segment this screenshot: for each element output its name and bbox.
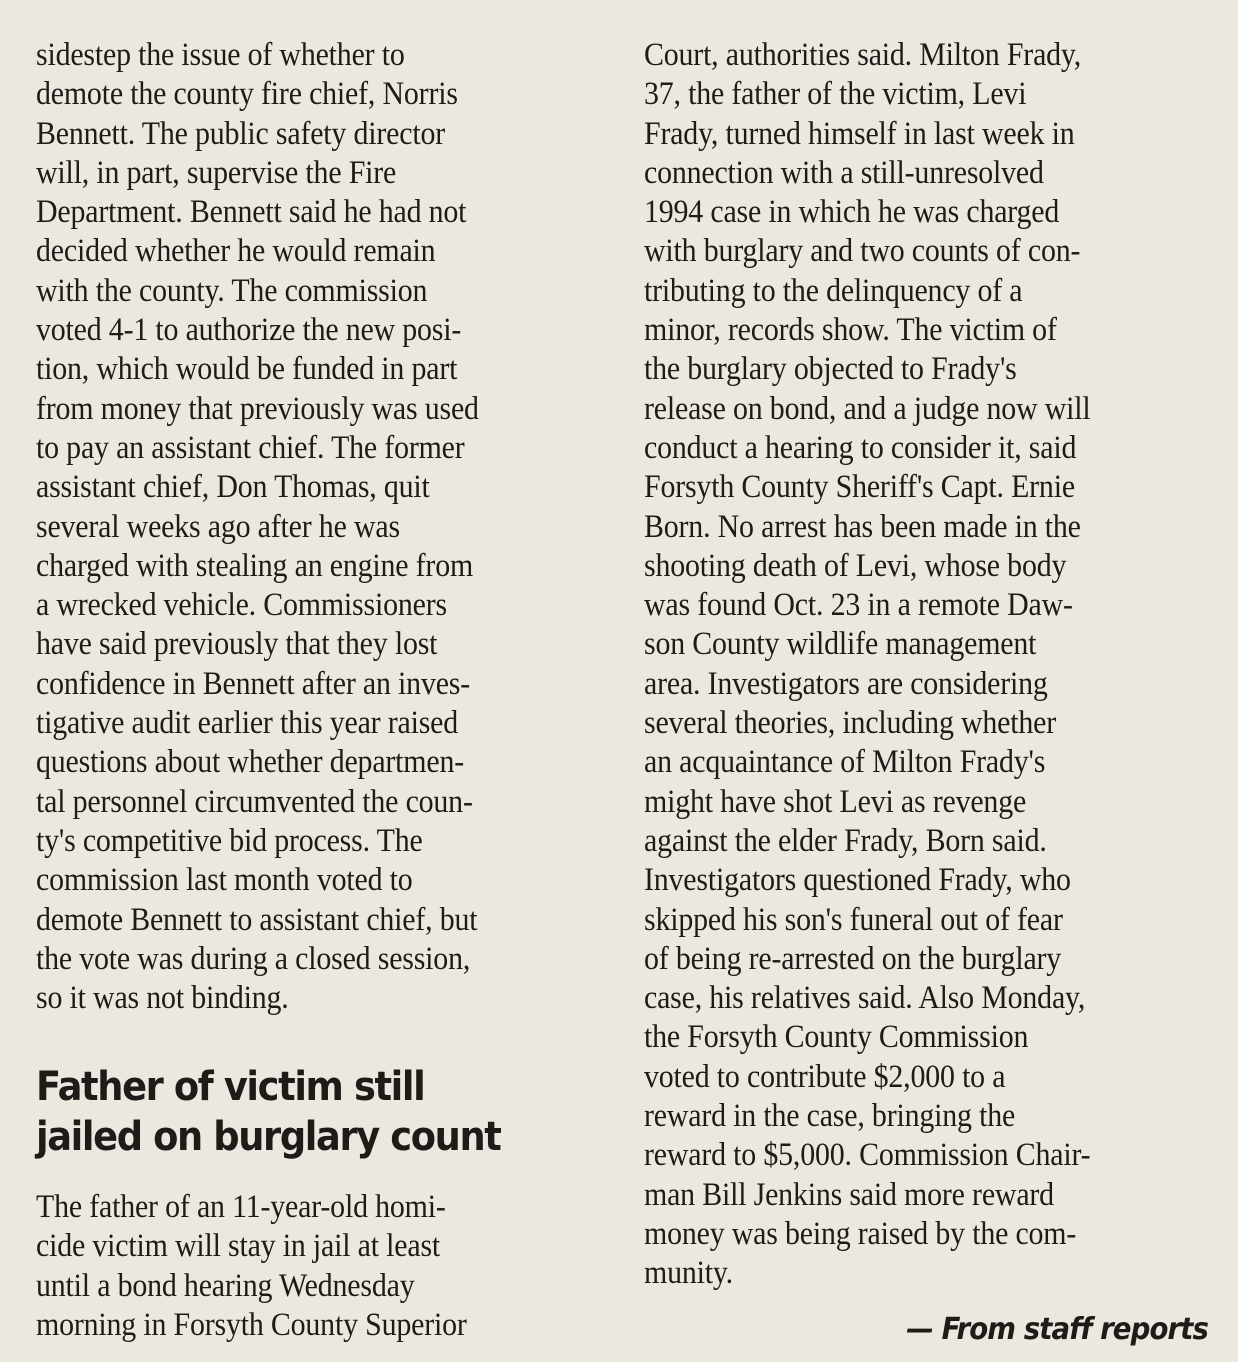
text-line: munity. <box>644 1255 733 1292</box>
text-line: tigative audit earlier this year raised <box>36 705 459 742</box>
text-line: ty's competitive bid process. The <box>36 822 423 859</box>
text-line: connection with a still-unresolved <box>644 154 1044 191</box>
text-line: to pay an assistant chief. The former <box>36 429 465 466</box>
text-line: Forsyth County Sheriff's Capt. Ernie <box>644 469 1075 506</box>
text-line: questions about whether departmen- <box>36 744 465 781</box>
text-line: commission last month voted to <box>36 862 413 899</box>
text-line: money was being raised by the com- <box>644 1215 1077 1252</box>
text-line: release on bond, and a judge now will <box>644 390 1091 427</box>
text-line: might have shot Levi as revenge <box>644 783 1027 820</box>
text-line: will, in part, supervise the Fire <box>36 154 397 191</box>
text-line: tion, which would be funded in part <box>36 351 458 388</box>
headline-line: Father of victim still <box>36 1064 425 1110</box>
text-line: assistant chief, Don Thomas, quit <box>36 469 430 506</box>
text-line: voted to contribute $2,000 to a <box>644 1058 1006 1095</box>
text-line: morning in Forsyth County Superior <box>36 1306 467 1343</box>
text-line: decided whether he would remain <box>36 233 436 270</box>
byline-credit: — From staff reports <box>906 1312 1208 1347</box>
article-headline <box>36 1062 601 1162</box>
text-line: with burglary and two counts of con- <box>644 233 1081 270</box>
text-line: an acquaintance of Milton Frady's <box>644 744 1046 781</box>
text-line: Court, authorities said. Milton Frady, <box>644 37 1082 73</box>
text-line: until a bond hearing Wednesday <box>36 1267 415 1304</box>
text-line: case, his relatives said. Also Monday, <box>644 980 1086 1017</box>
text-line: son County wildlife management <box>644 626 1037 663</box>
text-line: demote the county fire chief, Norris <box>36 76 458 113</box>
text-line: 37, the father of the victim, Levi <box>644 76 1027 113</box>
text-line: several weeks ago after he was <box>36 508 400 545</box>
text-line: Frady, turned himself in last week in <box>644 115 1075 152</box>
text-line: against the elder Frady, Born said. <box>644 822 1047 859</box>
text-line: sidestep the issue of whether to <box>36 37 405 73</box>
text-line: Investigators questioned Frady, who <box>644 862 1071 899</box>
text-line: 1994 case in which he was charged <box>644 194 1060 231</box>
text-line: man Bill Jenkins said more reward <box>644 1176 1054 1213</box>
text-line: reward in the case, bringing the <box>644 1098 1016 1135</box>
text-line: skipped his son's funeral out of fear <box>644 901 1063 938</box>
text-line: tributing to the delinquency of a <box>644 272 1023 309</box>
headline-line: jailed on burglary count <box>36 1114 501 1160</box>
text-line: reward to $5,000. Commission Chair- <box>644 1137 1091 1174</box>
text-line: tal personnel circumvented the coun- <box>36 783 473 820</box>
text-line: Department. Bennett said he had not <box>36 194 467 231</box>
text-line: was found Oct. 23 in a remote Daw- <box>644 587 1073 624</box>
text-line: with the county. The commission <box>36 272 428 309</box>
text-line: demote Bennett to assistant chief, but <box>36 901 478 938</box>
text-line: charged with stealing an engine from <box>36 547 474 584</box>
text-line: voted 4-1 to authorize the new posi- <box>36 312 462 349</box>
article-lede <box>36 1188 601 1345</box>
text-line: shooting death of Levi, whose body <box>644 547 1067 584</box>
text-line: the vote was during a closed session, <box>36 940 471 977</box>
text-line: minor, records show. The victim of <box>644 312 1057 349</box>
text-line: have said previously that they lost <box>36 626 438 663</box>
left-column <box>36 36 601 1018</box>
text-line: confidence in Bennett after an inves- <box>36 665 471 702</box>
text-line: area. Investigators are considering <box>644 665 1048 702</box>
text-line: conduct a hearing to consider it, said <box>644 429 1077 466</box>
text-line: cide victim will stay in jail at least <box>36 1228 441 1265</box>
text-line: of being re-arrested on the burglary <box>644 940 1062 977</box>
text-line: a wrecked vehicle. Commissioners <box>36 587 447 624</box>
text-line: from money that previously was used <box>36 390 479 427</box>
text-line: several theories, including whether <box>644 705 1057 742</box>
text-line: Bennett. The public safety director <box>36 115 445 152</box>
right-column <box>644 36 1204 1294</box>
text-line: The father of an 11-year-old homi- <box>36 1189 446 1225</box>
text-line: the Forsyth County Commission <box>644 1019 1029 1056</box>
text-line: Born. No arrest has been made in the <box>644 508 1081 545</box>
text-line: the burglary objected to Frady's <box>644 351 1017 388</box>
text-line: so it was not binding. <box>36 980 289 1017</box>
